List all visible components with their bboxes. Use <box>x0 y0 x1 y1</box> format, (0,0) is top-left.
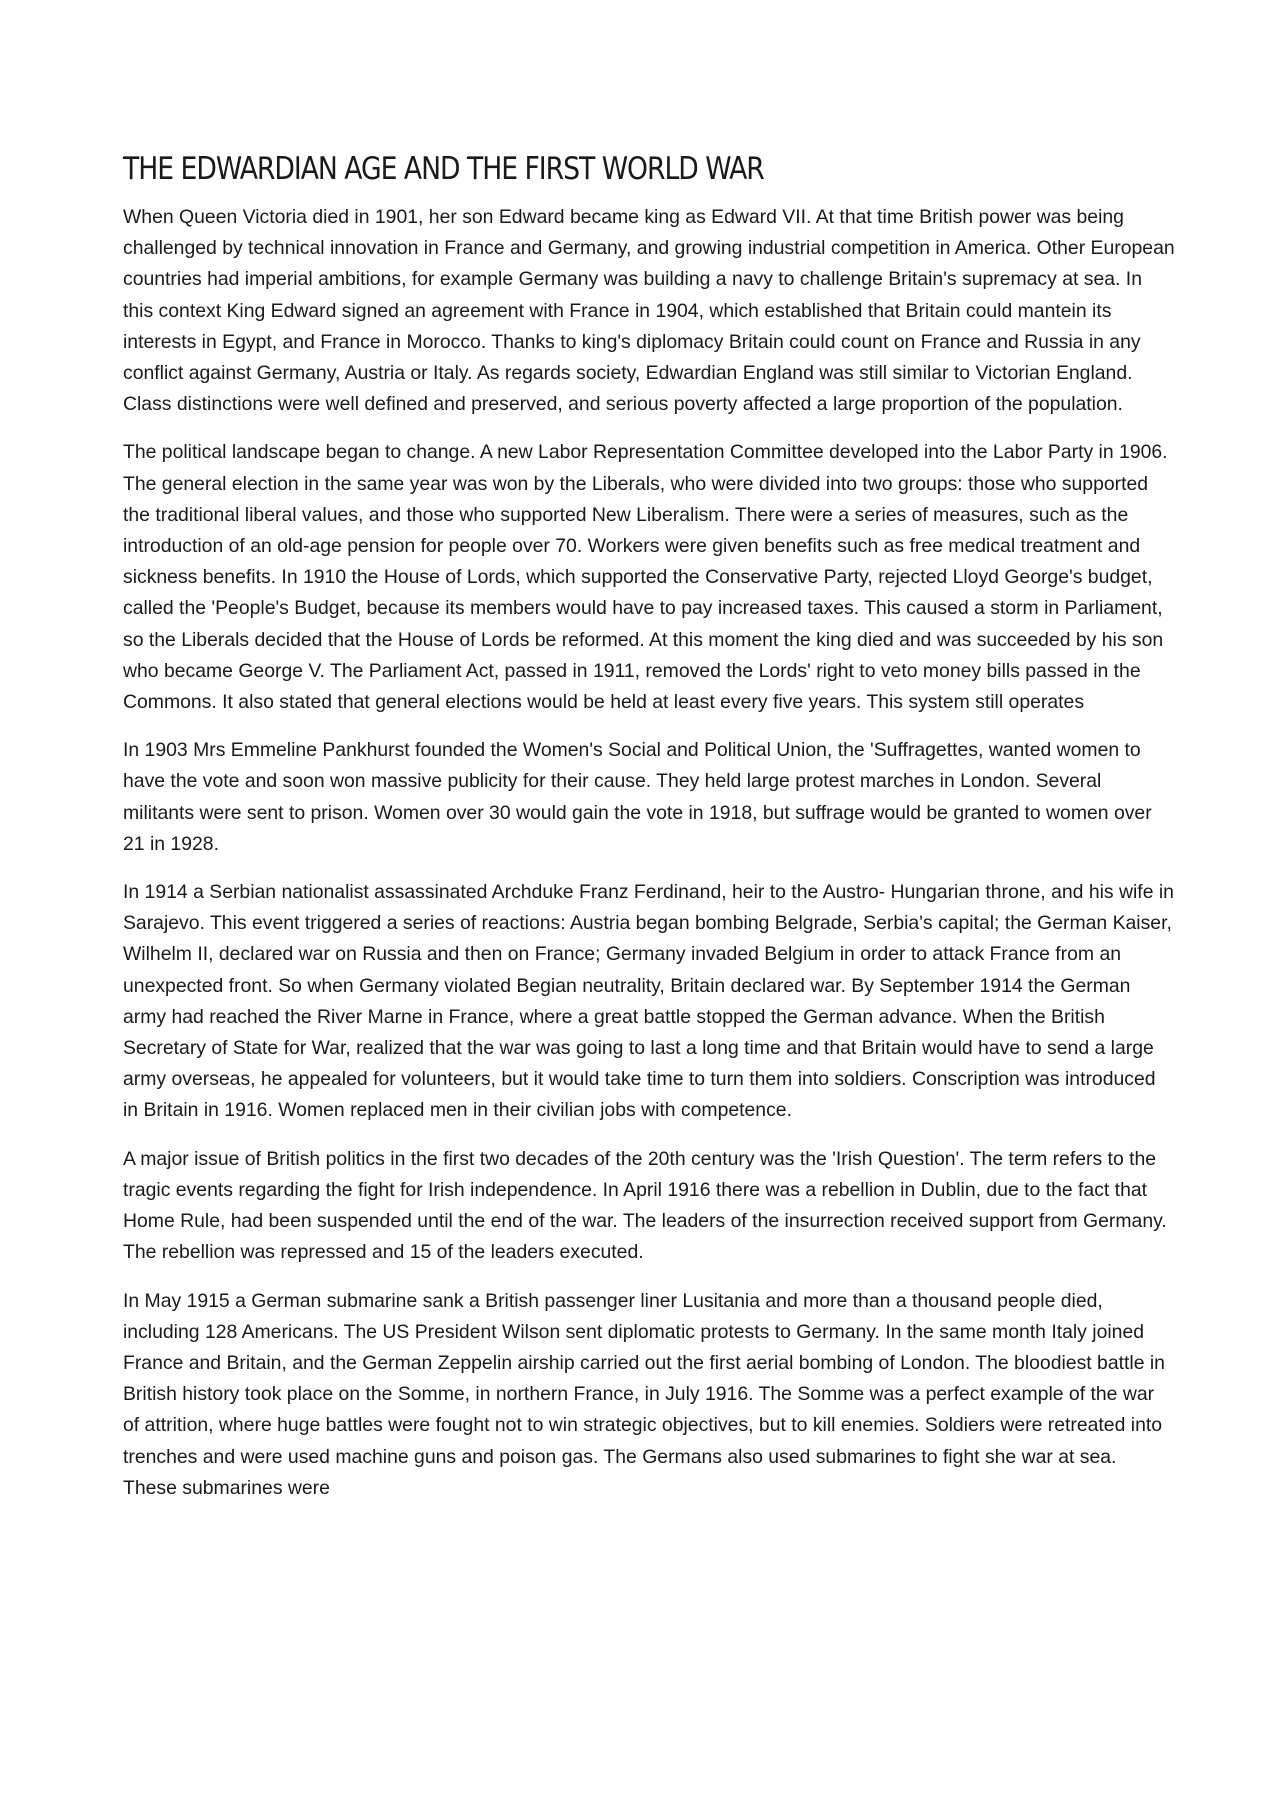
paragraph-irish-question: A major issue of British politics in the first two decades of the 20th century was the 'Irish Question'. The term refers to the tragic events regarding the fight for Irish independence. In April 1916 there was a rebellion in Dublin, due to the fact that Home Rule, had been suspended until the end of the war. The leaders of the insurrection received support from Germany. The rebellion was repressed and 15 of the leaders executed. <box>123 1147 1167 1264</box>
paragraph-outbreak-of-war: In 1914 a Serbian nationalist assassinated Archduke Franz Ferdinand, heir to the Austro- Hungarian throne, and his wife in Sarajevo. This event triggered a series of reactions: Austria began bombing Belgrade, Serbia's capital; the German Kaiser, Wilhelm II, declared war on Russia and then on France; Germany invaded Belgium in order to attack France from an unexpected front. So when Germany violated Begian neutrality, Britain declared war. By September 1914 the German army had reached the River Marne in France, where a great battle stopped the German advance. When the British Secretary of State for War, realized that the war was going to last a long time and that Britain would have to send a large army overseas, he appealed for volunteers, but it would take time to turn them into soldiers. Conscription was introduced in Britain in 1916. Women replaced men in their civilian jobs with competence. <box>123 881 1174 1122</box>
paragraph-political-landscape: The political landscape began to change. A new Labor Representation Committee developed into the Labor Party in 1906. The general election in the same year was won by the Liberals, who were divided into two groups: those who supported the traditional liberal values, and those who supported New Liberalism. There were a series of measures, such as the introduction of an old-age pension for people over 70. Workers were given benefits such as free medical treatment and sickness benefits. In 1910 the House of Lords, which supported the Conservative Party, rejected Lloyd George's budget, called the 'People's Budget, because its members would have to pay increased taxes. This caused a storm in Parliament, so the Liberals decided that the House of Lords be reformed. At this moment the king died and was succeeded by his son who became George V. The Parliament Act, passed in 1911, removed the Lords' right to veto money bills passed in the Commons. It also stated that general elections would be held at least every five years. This system still operates <box>123 441 1168 714</box>
document-title: THE EDWARDIAN AGE AND THE FIRST WORLD WAR <box>123 151 764 187</box>
paragraph-lusitania-and-somme: In May 1915 a German submarine sank a British passenger liner Lusitania and more than a thousand people died, including 128 Americans. The US President Wilson sent diplomatic protests to Germany. In the same month Italy joined France and Britain, and the German Zeppelin airship carried out the first aerial bombing of London. The bloodiest battle in British history took place on the Somme, in northern France, in July 1916. The Somme was a perfect example of the war of attrition, where huge battles were fought not to win strategic objectives, but to kill enemies. Soldiers were retreated into trenches and were used machine guns and poison gas. The Germans also used submarines to fight she war at sea. These submarines were <box>123 1289 1165 1499</box>
paragraph-edwardian-era: When Queen Victoria died in 1901, her son Edward became king as Edward VII. At that time British power was being challenged by technical innovation in France and Germany, and growing industrial competition in America. Other European countries had imperial ambitions, for example Germany was building a navy to challenge Britain's supremacy at sea. In this context King Edward signed an agreement with France in 1904, which established that Britain could mantein its interests in Egypt, and France in Morocco. Thanks to king's diplomacy Britain could count on France and Russia in any conflict against Germany, Austria or Italy. As regards society, Edwardian England was still similar to Victorian England. Class distinctions were well defined and preserved, and serious poverty affected a large proportion of the population. <box>123 206 1175 416</box>
paragraph-suffragettes: In 1903 Mrs Emmeline Pankhurst founded the Women's Social and Political Union, the 'Suffragettes, wanted women to have the vote and soon won massive publicity for their cause. They held large protest marches in London. Several militants were sent to prison. Women over 30 would gain the vote in 1918, but suffrage would be granted to women over 21 in 1928. <box>123 739 1152 855</box>
document-page <box>123 150 1175 1521</box>
